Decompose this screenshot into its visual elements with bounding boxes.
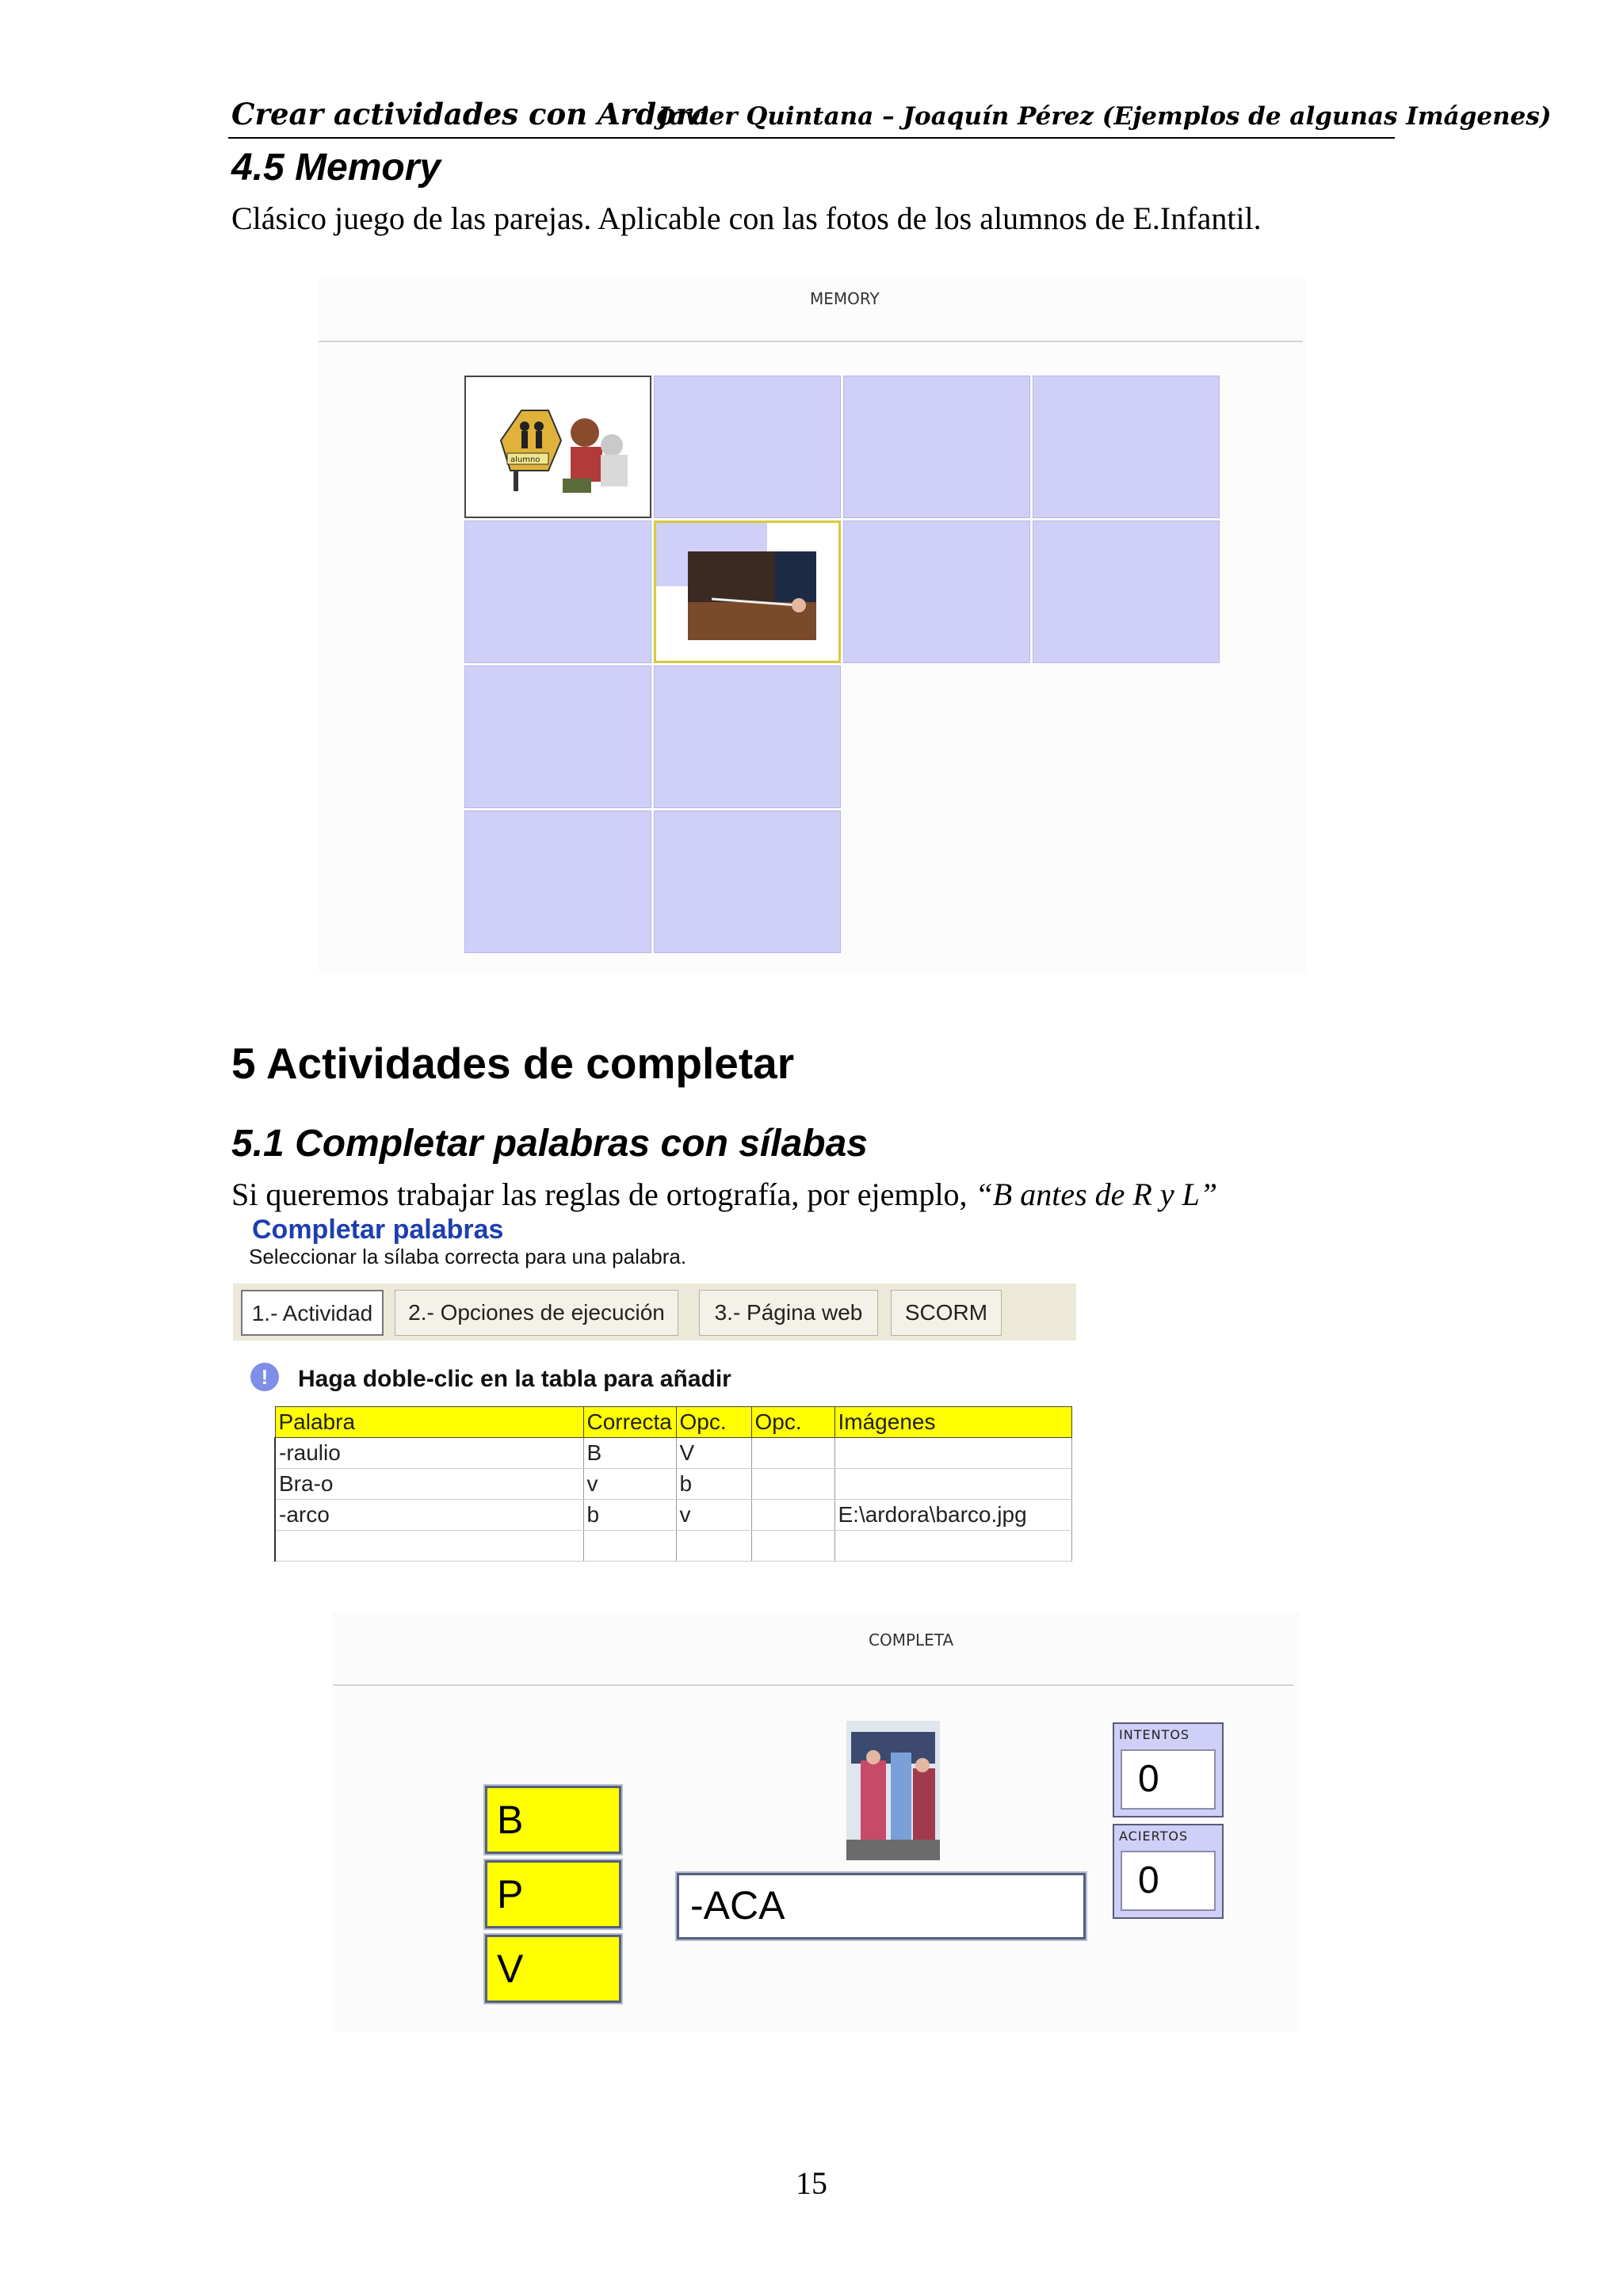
info-text: Haga doble-clic en la tabla para añadir [298, 1366, 731, 1392]
table-cell[interactable]: Bra-o [275, 1469, 583, 1500]
palabras-table[interactable] [274, 1406, 1072, 1562]
intentos-counter [1113, 1722, 1224, 1817]
section-heading-completar: 5 Actividades de completar [231, 1039, 795, 1088]
memory-card-selected[interactable] [654, 521, 841, 663]
memory-card[interactable] [654, 666, 841, 808]
table-row[interactable] [275, 1469, 1071, 1500]
aciertos-label: ACIERTOS [1119, 1829, 1189, 1844]
completa-title: COMPLETA [869, 1630, 954, 1650]
memory-card[interactable] [464, 810, 651, 953]
table-cell[interactable]: b [676, 1469, 751, 1500]
section-heading-completar-palabras: 5.1 Completar palabras con sílabas [231, 1123, 868, 1165]
memory-card[interactable] [654, 376, 841, 518]
completa-divider [333, 1684, 1293, 1686]
option-button-b[interactable]: B [485, 1786, 621, 1854]
aciertos-value: 0 [1121, 1851, 1216, 1911]
table-cell[interactable] [583, 1531, 676, 1562]
table-cell[interactable] [834, 1469, 1071, 1500]
memory-card[interactable] [464, 521, 651, 663]
memory-card-revealed[interactable] [464, 376, 651, 518]
memory-card[interactable] [1033, 376, 1220, 518]
memory-title: MEMORY [810, 289, 880, 308]
running-header-left: Crear actividades con Ardora [231, 97, 711, 132]
completar-description-quote: “B antes de R y L” [975, 1177, 1218, 1212]
completar-description-text: Si queremos trabajar las reglas de ortografía, por ejemplo, [231, 1177, 976, 1212]
table-cell[interactable]: V [676, 1438, 751, 1469]
table-header-row [275, 1407, 1071, 1438]
completar-description [231, 1176, 1217, 1213]
table-cell[interactable] [751, 1500, 834, 1531]
memory-card[interactable] [843, 376, 1030, 518]
tab-pagina-web[interactable]: 3.- Página web [699, 1290, 878, 1336]
flipping-card-image-icon [656, 523, 838, 661]
completa-screenshot [333, 1612, 1300, 2032]
form-subtitle: Seleccionar la sílaba correcta para una palabra. [249, 1245, 687, 1268]
tab-bar [233, 1283, 1076, 1341]
memory-description: Clásico juego de las parejas. Aplicable con las fotos de los alumnos de E.Infantil. [231, 200, 1262, 236]
aciertos-counter [1113, 1824, 1224, 1919]
running-header-right: Javier Quintana – Joaquín Pérez (Ejemplos de algunas Imágenes) [658, 102, 1552, 131]
table-cell[interactable]: v [676, 1500, 751, 1531]
table-row[interactable] [275, 1500, 1071, 1531]
barraca-image-icon [846, 1721, 940, 1860]
memory-card[interactable] [843, 521, 1030, 663]
table-row[interactable] [275, 1438, 1071, 1469]
column-header: Opc. [676, 1407, 751, 1438]
option-button-p[interactable]: P [485, 1860, 621, 1928]
table-cell[interactable] [751, 1438, 834, 1469]
tab-opciones-ejecucion[interactable]: 2.- Opciones de ejecución [395, 1290, 678, 1336]
option-button-v[interactable]: V [485, 1935, 621, 2003]
info-icon: ! [250, 1363, 279, 1391]
alumno-card-label: alumno [510, 456, 540, 464]
table-cell[interactable]: -arco [275, 1500, 583, 1531]
word-display: -ACA [677, 1873, 1086, 1939]
alumno-image-icon [466, 377, 650, 517]
table-cell[interactable]: -raulio [275, 1438, 583, 1469]
column-header: Correcta [583, 1407, 676, 1438]
memory-card[interactable] [464, 666, 651, 808]
column-header: Palabra [275, 1407, 583, 1438]
table-cell[interactable]: v [583, 1469, 676, 1500]
table-cell[interactable] [751, 1469, 834, 1500]
memory-divider [319, 341, 1303, 342]
table-cell[interactable]: E:\ardora\barco.jpg [834, 1500, 1071, 1531]
column-header: Opc. [751, 1407, 834, 1438]
table-cell[interactable] [676, 1531, 751, 1562]
table-cell[interactable] [834, 1531, 1071, 1562]
tab-scorm[interactable]: SCORM [891, 1290, 1002, 1336]
table-cell[interactable]: B [583, 1438, 676, 1469]
table-row[interactable] [275, 1531, 1071, 1562]
memory-card[interactable] [654, 810, 841, 953]
page-number: 15 [796, 2165, 827, 2201]
intentos-value: 0 [1121, 1749, 1216, 1810]
table-cell[interactable] [275, 1531, 583, 1562]
memory-card[interactable] [1033, 521, 1220, 663]
column-header: Imágenes [834, 1407, 1071, 1438]
table-cell[interactable] [834, 1438, 1071, 1469]
section-heading-memory: 4.5 Memory [231, 147, 441, 189]
header-divider [228, 137, 1395, 139]
table-cell[interactable]: b [583, 1500, 676, 1531]
table-cell[interactable] [751, 1531, 834, 1562]
form-title: Completar palabras [252, 1215, 504, 1245]
tab-actividad[interactable]: 1.- Actividad [241, 1290, 384, 1336]
intentos-label: INTENTOS [1119, 1727, 1190, 1742]
